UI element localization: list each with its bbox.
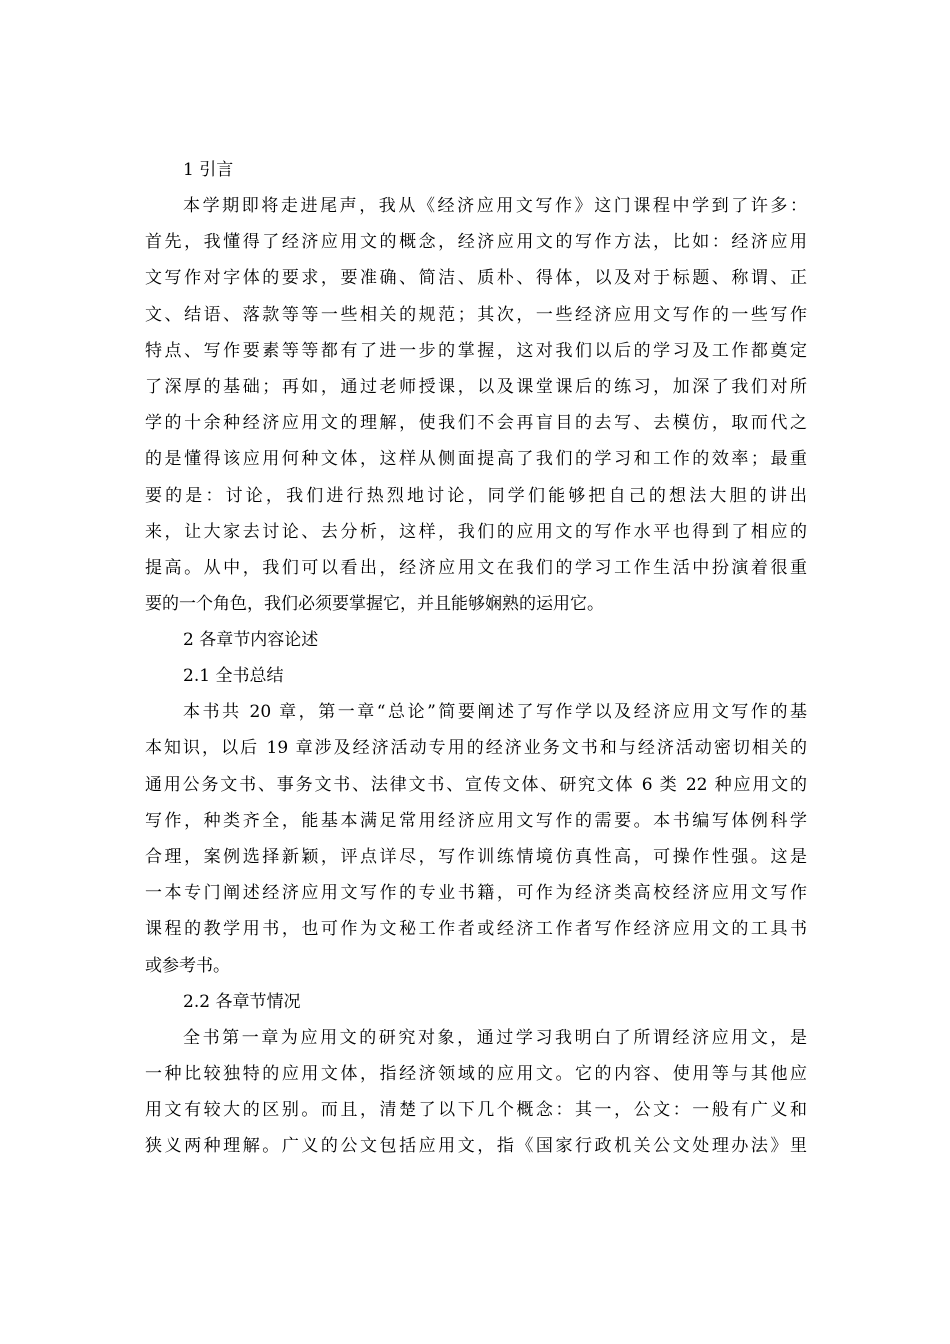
- paragraph-line: 要的一个角色，我们必须要掌握它，并且能够娴熟的运用它。: [145, 594, 604, 615]
- document-page: [145, 152, 807, 1165]
- paragraph-line: 来，让大家去讨论、去分析，这样，我们的应用文的写作水平也得到了相应的: [145, 521, 807, 542]
- paragraph-line: 本学期即将走进尾声，我从《经济应用文写作》这门课程中学到了许多：: [183, 196, 807, 216]
- paragraph-line: 要的是：讨论，我们进行热烈地讨论，同学们能够把自己的想法大胆的讲出: [145, 485, 807, 506]
- section-heading: 2.2 各章节情况: [183, 991, 301, 1012]
- paragraph-line: 的是懂得该应用何种文体，这样从侧面提高了我们的学习和工作的效率；最重: [145, 449, 807, 470]
- paragraph-line: 学的十余种经济应用文的理解，使我们不会再盲目的去写、去模仿，取而代之: [145, 413, 807, 434]
- paragraph-line: 文写作对字体的要求，要准确、简洁、质朴、得体，以及对于标题、称谓、正: [145, 268, 807, 289]
- paragraph-line: 了深厚的基础；再如，通过老师授课，以及课堂课后的练习，加深了我们对所: [145, 376, 807, 397]
- paragraph-line: 用文有较大的区别。而且，清楚了以下几个概念：其一，公文：一般有广义和: [145, 1100, 807, 1121]
- paragraph-line: 提高。从中，我们可以看出，经济应用文在我们的学习工作生活中扮演着很重: [145, 557, 807, 578]
- body-paragraph: [145, 1020, 807, 1165]
- body-paragraph: [145, 188, 807, 622]
- paragraph-line: 合理，案例选择新颖，评点详尽，写作训练情境仿真性高，可操作性强。这是: [145, 847, 807, 867]
- paragraph-line: 一种比较独特的应用文体，指经济领域的应用文。它的内容、使用等与其他应: [145, 1063, 807, 1084]
- section-heading: 2.1 全书总结: [183, 666, 284, 687]
- body-paragraph: [145, 694, 807, 984]
- paragraph-line: 一本专门阐述经济应用文写作的专业书籍，可作为经济类高校经济应用文写作: [145, 883, 807, 904]
- paragraph-line: 本书共 20 章，第一章“总论”简要阐述了写作学以及经济应用文写作的基: [183, 702, 807, 723]
- paragraph-line: 课程的教学用书，也可作为文秘工作者或经济工作者写作经济应用文的工具书: [145, 919, 807, 940]
- paragraph-line: 首先，我懂得了经济应用文的概念，经济应用文的写作方法，比如：经济应用: [145, 232, 807, 253]
- paragraph-line: 写作，种类齐全，能基本满足常用经济应用文写作的需要。本书编写体例科学: [145, 810, 807, 831]
- paragraph-line: 本知识，以后 19 章涉及经济活动专用的经济业务文书和与经济活动密切相关的: [145, 738, 807, 759]
- section-heading: 2 各章节内容论述: [183, 630, 319, 651]
- section-heading: 1 引言: [183, 160, 234, 180]
- paragraph-line: 文、结语、落款等等一些相关的规范；其次，一些经济应用文写作的一些写作: [145, 304, 807, 325]
- paragraph-line: 特点、写作要素等等都有了进一步的掌握，这对我们以后的学习及工作都奠定: [145, 340, 807, 361]
- paragraph-line: 通用公务文书、事务文书、法律文书、宣传文体、研究文体 6 类 22 种应用文的: [145, 774, 807, 795]
- paragraph-line: 狭义两种理解。广义的公文包括应用文，指《国家行政机关公文处理办法》里: [145, 1136, 807, 1157]
- paragraph-line: 全书第一章为应用文的研究对象，通过学习我明白了所谓经济应用文，是: [183, 1027, 807, 1048]
- paragraph-line: 或参考书。: [145, 955, 230, 976]
